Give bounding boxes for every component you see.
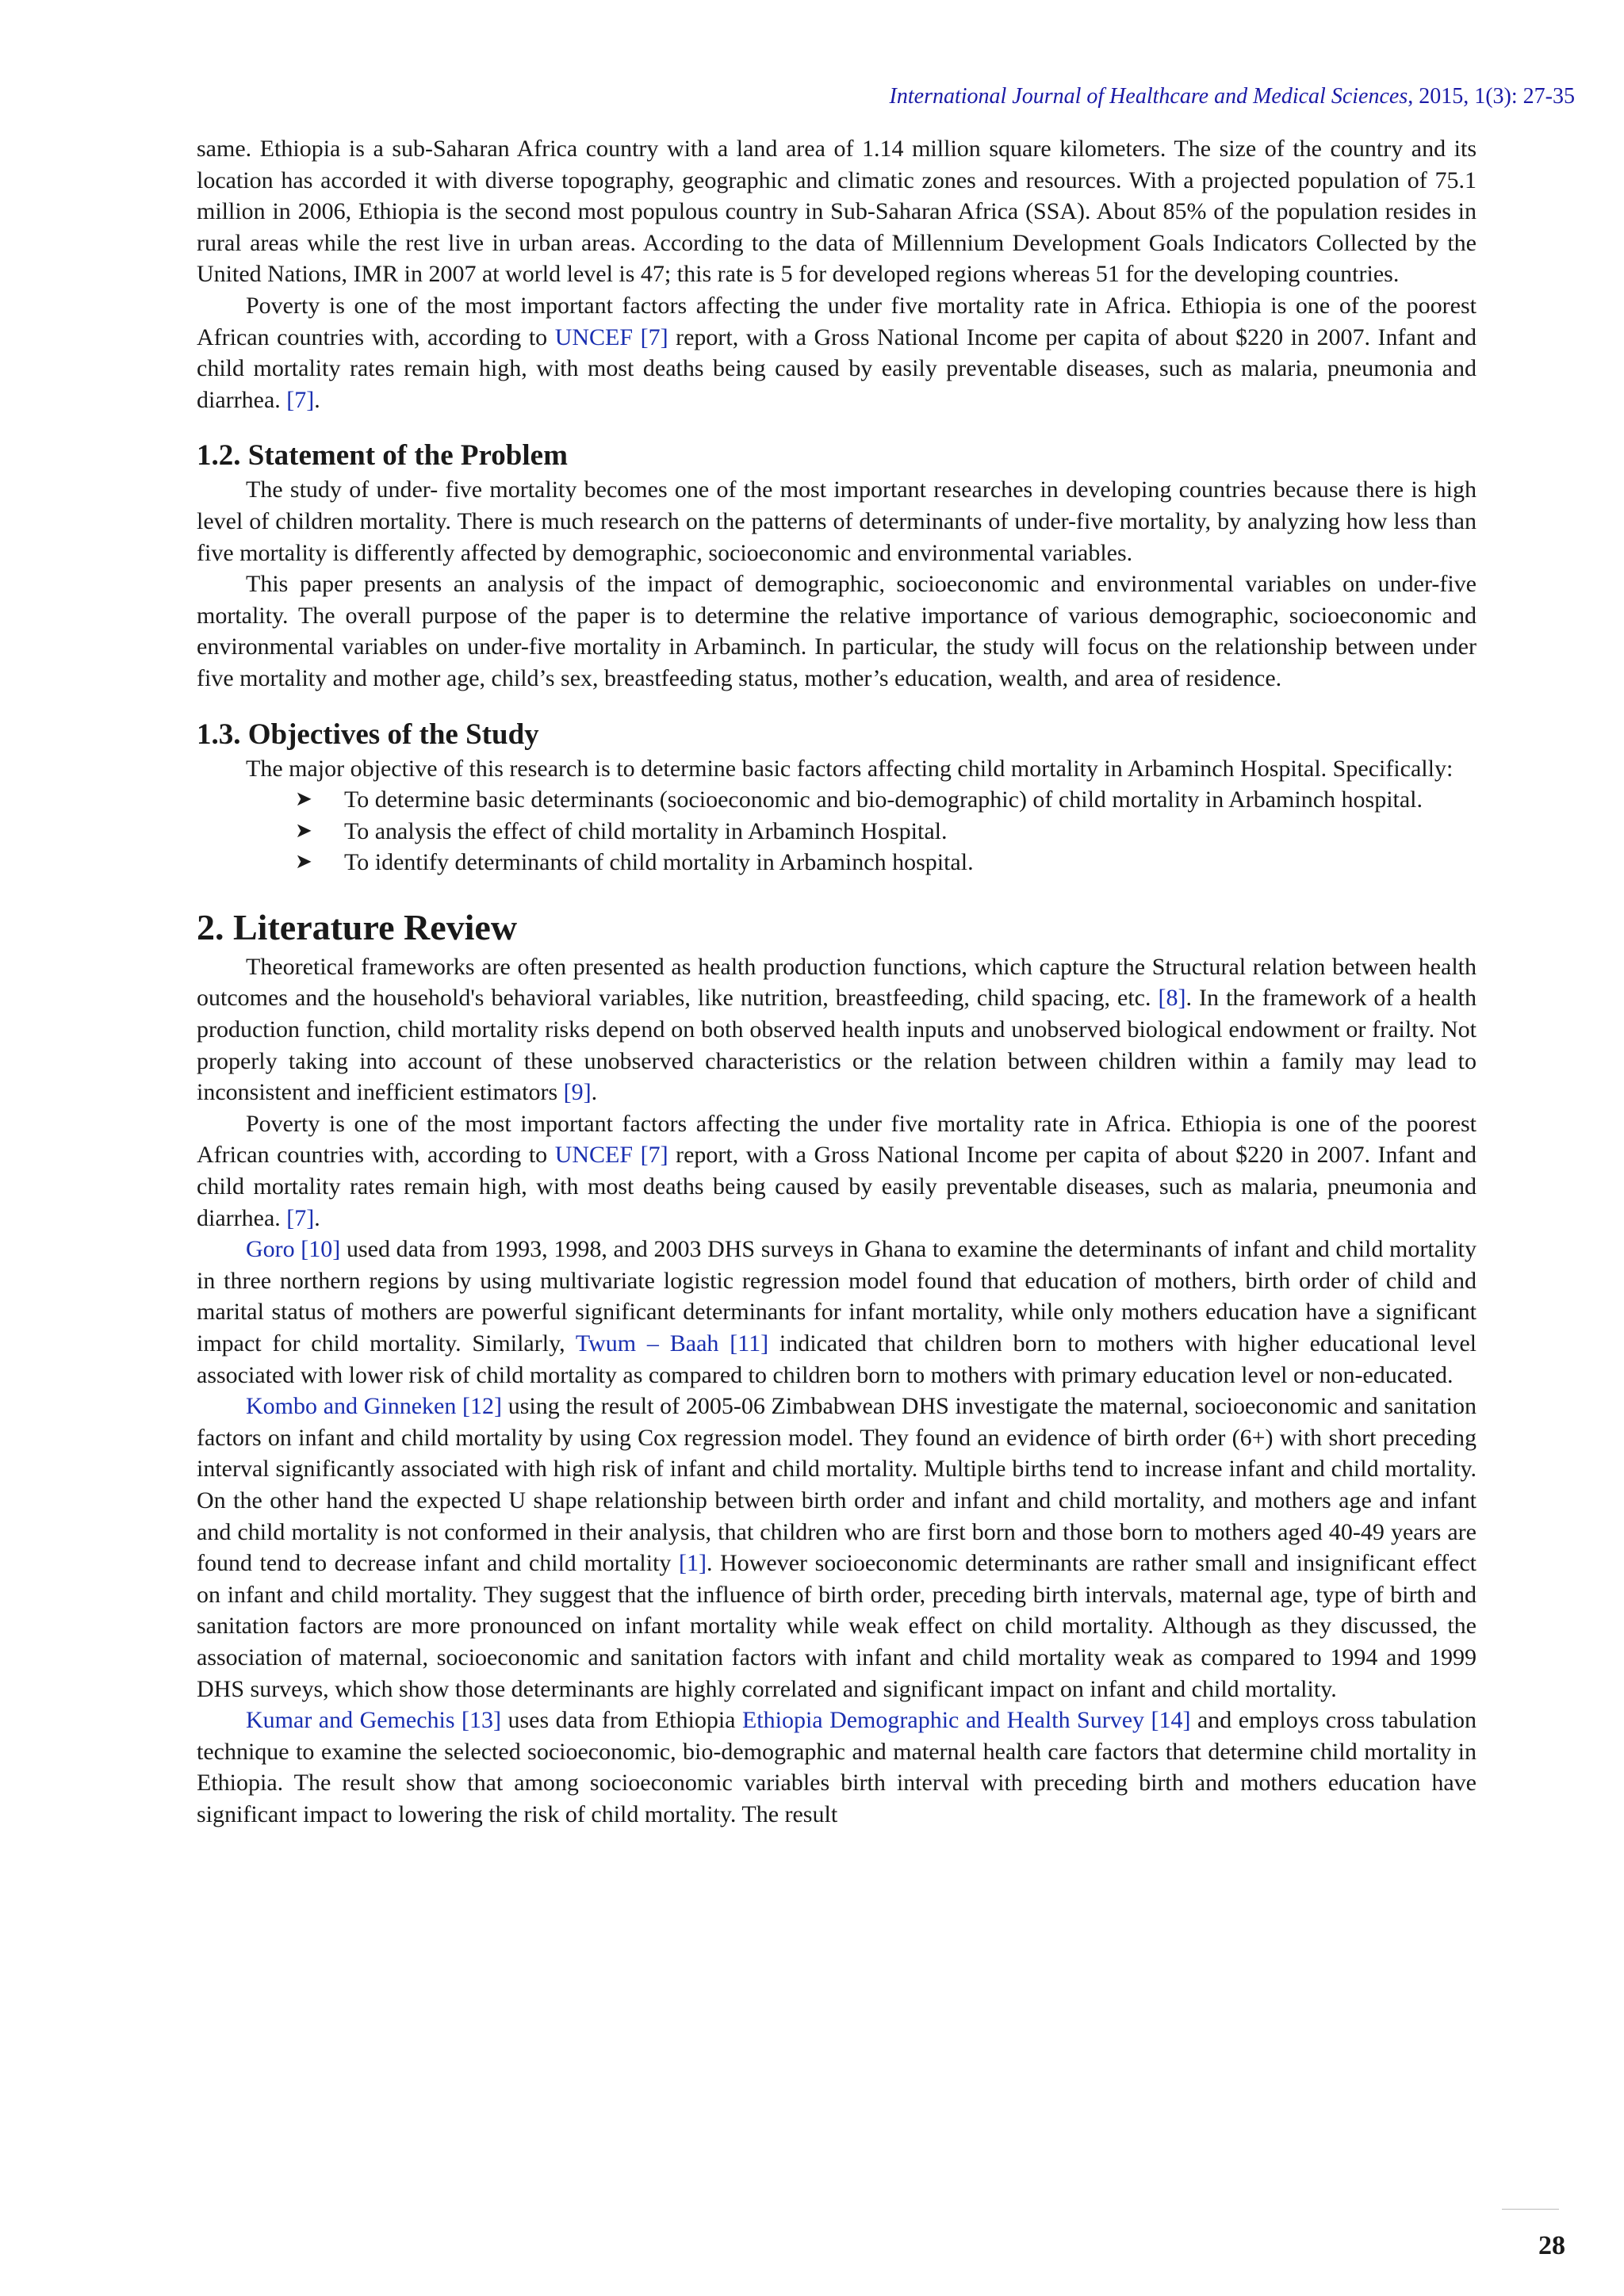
citation-link[interactable]: [9] — [563, 1079, 592, 1106]
text-run: Theoretical frameworks are often presented as health production functions, which capture the Structural relation between health outcomes and the household's behavioral variables, like nutrition, breastfeeding, child spacing, etc. — [197, 953, 1477, 1012]
paragraph-statement-1: The study of under- five mortality becomes one of the most important researches in developing countries because there is high level of children mortality. There is much research on the patterns of determinants of under-five mortality, by analyzing how less than five mortality is differently affected by demographic, socioeconomic and environmental variables. — [197, 476, 1477, 566]
arrow-bullet-icon: ➤ — [295, 818, 312, 843]
text-run: report, with a Gross National Income per capita of about $220 in 2007. Infant and child mortality rates remain high, with most deaths being caused by easily preventable diseases, such as malaria, pneumonia and diarrhea. — [197, 323, 1477, 413]
paragraph-poverty — [197, 290, 1477, 415]
footer-divider — [1502, 2209, 1559, 2210]
text-run: uses data from Ethiopia — [500, 1707, 742, 1734]
uncef-reference-link[interactable]: UNCEF [7] — [554, 1142, 668, 1169]
edhs-reference-link[interactable]: Ethiopia Demographic and Health Survey [14] — [741, 1707, 1191, 1734]
arrow-bullet-icon: ➤ — [295, 787, 312, 812]
paragraph-literature-5 — [197, 1705, 1477, 1830]
kombo-ginneken-reference-link[interactable]: Kombo and Ginneken [12] — [246, 1393, 503, 1420]
paragraph-statement-2: This paper presents an analysis of the impact of demographic, socioeconomic and environmental variables on under-five mortality. The overall purpose of the paper is to determine the relative importance of various demographic, socioeconomic and environmental variables on under-five mortality in Arbaminch. In particular, the study will focus on the relationship between under five mortality and mother age, child’s sex, breastfeeding status, mother’s education, wealth, and area of residence. — [197, 571, 1477, 691]
paragraph-literature-2 — [197, 1108, 1477, 1234]
citation-link[interactable]: [8] — [1158, 985, 1186, 1012]
section-heading-literature-review: 2. Literature Review — [197, 906, 518, 947]
paragraph-objectives: The major objective of this research is to determine basic factors affecting child mortality in Arbaminch Hospital. Specifically: — [246, 755, 1454, 782]
paragraph-intro-continued: same. Ethiopia is a sub-Saharan Africa country with a land area of 1.14 million square kilometers. The size of the country and its location has accorded it with diverse topography, geographic and climatic zones and resources. With a projected population of 75.1 million in 2006, Ethiopia is the second most populous country in Sub-Saharan Africa (SSA). About 85% of the population resides in rural areas while the rest live in urban areas. According to the data of Millennium Development Goals Indicators Collected by the United Nations, IMR in 2007 at world level is 47; this rate is 5 for developed regions whereas 51 for the developing countries. — [197, 136, 1477, 288]
list-item — [295, 816, 1477, 848]
paragraph-literature-4 — [197, 1391, 1477, 1705]
goro-reference-link[interactable]: Goro [10] — [246, 1236, 341, 1263]
objectives-list — [197, 784, 1477, 878]
text-run: report, with a Gross National Income per capita of about $220 in 2007. Infant and child mortality rates remain high, with most deaths being caused by easily preventable diseases, such as malaria, pneumonia and diarrhea. — [197, 1142, 1477, 1231]
uncef-reference-link[interactable]: UNCEF [7] — [554, 323, 668, 350]
text-run: . However socioeconomic determinants are rather small and insignificant effect on infant and child mortality. They suggest that the influence of birth order, preceding birth intervals, maternal age, type of birth and sanitation factors are more pronounced on infant mortality while weak effect on child mortality. Although as they discussed, the association of maternal, socioeconomic and sanitation factors with infant and child mortality weak as compared to 1994 and 1999 DHS surveys, which show those determinants are highly correlated and significant impact on infant and child mortality. — [197, 1550, 1477, 1702]
text-run: indicated that children born to mothers with higher educational level associated with lower risk of child mortality as compared to children born to mothers with primary education level or non-educated. — [197, 1330, 1477, 1388]
citation-link[interactable]: [7] — [286, 1204, 315, 1231]
list-item-text: To identify determinants of child mortality in Arbaminch hospital. — [344, 849, 974, 876]
text-run: used data from 1993, 1998, and 2003 DHS surveys in Ghana to examine the determinants of infant and child mortality in three northern regions by using multivariate logistic regression model found that education of mothers, birth order of child and marital status of mothers are powerful significant determinants for infant mortality, while only mothers education have a significant impact for child mortality. Similarly, — [197, 1236, 1477, 1357]
paragraph-literature-3 — [197, 1234, 1477, 1391]
page-number: 28 — [1538, 2231, 1565, 2260]
journal-name: International Journal of Healthcare and Medical Sciences — [889, 84, 1408, 109]
paragraph-literature-1 — [197, 951, 1477, 1108]
section-heading-objectives: 1.3. Objectives of the Study — [197, 718, 539, 751]
text-run: . — [591, 1079, 598, 1106]
text-run: . — [314, 1204, 320, 1231]
running-header — [890, 84, 1575, 109]
kumar-gemechis-reference-link[interactable]: Kumar and Gemechis [13] — [246, 1707, 501, 1734]
list-item — [295, 847, 1477, 878]
citation-link[interactable]: [1] — [679, 1550, 707, 1577]
journal-meta: , 2015, 1(3): 27-35 — [1408, 84, 1575, 109]
section-heading-statement: 1.2. Statement of the Problem — [197, 439, 568, 473]
text-run: Poverty is one of the most important factors affecting the under five mortality rate in Africa. Ethiopia is one of the poorest African countries with, according to — [197, 292, 1477, 350]
list-item-text: To analysis the effect of child mortality in Arbaminch Hospital. — [344, 817, 948, 844]
text-run: using the result of 2005-06 Zimbabwean DHS investigate the maternal, socioeconomic and sanitation factors on infant and child mortality by using Cox regression model. They found an evidence of birth order (6+) with short preceding interval significantly associated with high risk of infant and child mortality. Multiple births tend to increase infant and child mortality. On the other hand the expected U shape relationship between birth order and infant and child mortality, and mothers age and infant and child mortality is not conformed in their analysis, that children who are first born and those born to mothers aged 40-49 years are found tend to decrease infant and child mortality — [197, 1393, 1477, 1577]
list-item — [295, 784, 1477, 816]
arrow-bullet-icon: ➤ — [295, 850, 312, 874]
list-item-text: To determine basic determinants (socioeconomic and bio-demographic) of child mortality in Arbaminch hospital. — [344, 786, 1423, 813]
twum-baah-reference-link[interactable]: Twum – Baah [11] — [575, 1330, 769, 1357]
citation-link[interactable]: [7] — [286, 386, 315, 413]
text-run: Poverty is one of the most important factors affecting the under five mortality rate in Africa. Ethiopia is one of the poorest African countries with, according to — [197, 1110, 1477, 1169]
page-body — [197, 133, 1477, 1831]
text-run: . — [314, 386, 320, 413]
text-run: . In the framework of a health production function, child mortality risks depend on both observed health inputs and unobserved biological endowment or frailty. Not properly taking into account of these unobserved characteristics or the relation between children within a family may lead to inconsistent and inefficient estimators — [197, 985, 1477, 1106]
text-run: and employs cross tabulation technique to examine the selected socioeconomic, bio-demographic and maternal health care factors that determine child mortality in Ethiopia. The result show that among socioeconomic variables birth interval with preceding birth and mothers education have significant impact to lowering the risk of child mortality. The result — [197, 1707, 1477, 1827]
